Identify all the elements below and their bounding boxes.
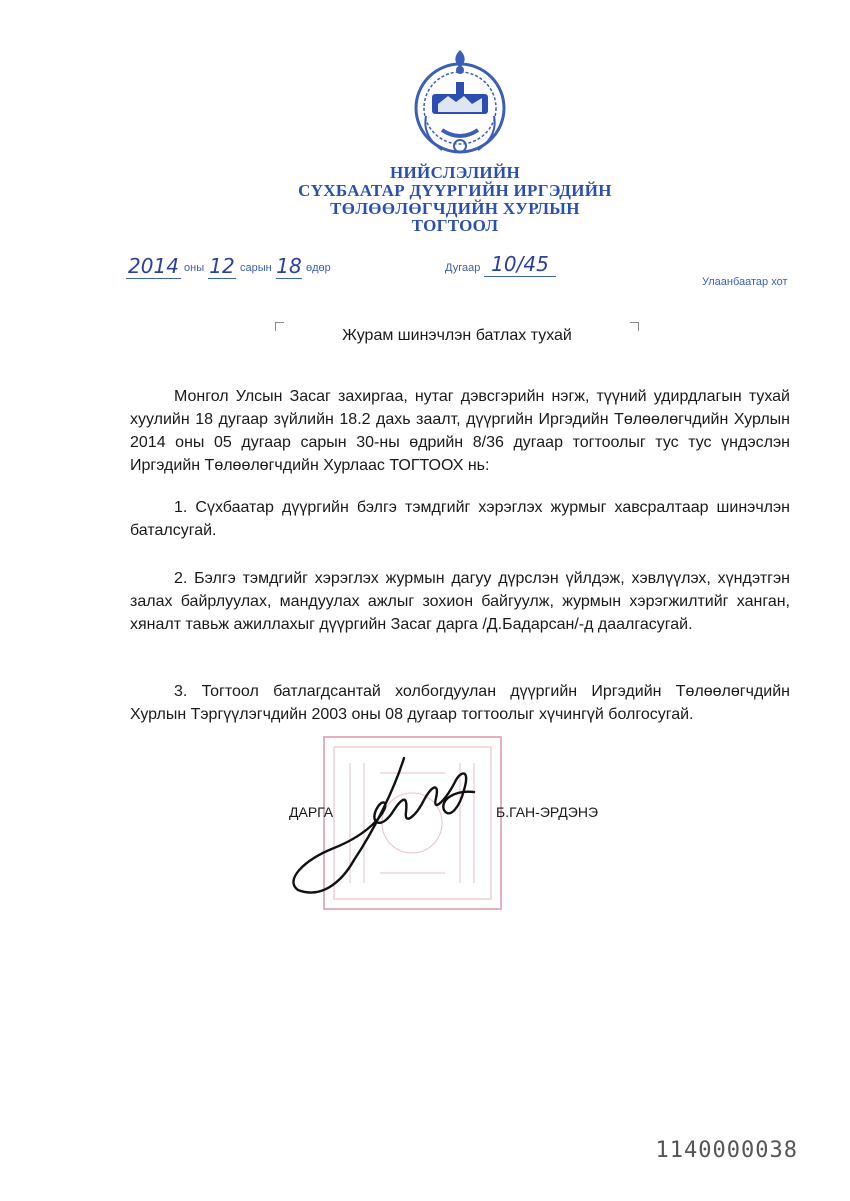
date-day-label: өдөр [306,262,331,274]
clause-2: 2. Бэлгэ тэмдгийг хэрэглэх журмын дагуу дүрслэн үйлдэж, хэвлүүлэх, хүндэтгэн залах байрлуулах, мандуулах ажлыг зохион байгуулж, журмын хэрэгжилтийг ханган, хяналт тавьж ажиллахыг дүүргийн Засаг дарга /Д.Бадарсан/-д даалгасугай. [130,570,790,633]
signatory-position: ДАРГА [289,804,334,820]
signatory-name: Б.ГАН-ЭРДЭНЭ [496,804,599,820]
date-row [126,254,386,278]
clause-3: 3. Тогтоол батлагдсантай холбогдуулан дүүргийн Иргэдийн Төлөөлөгчдийн Хурлын Тэргүүлэгчдийн 2003 оны 08 дугаар тогтоолыг хүчингүй болгосугай. [130,683,790,723]
state-emblem-icon [412,46,508,164]
header-line-4: ТОГТООЛ [411,216,499,235]
date-month: 12 [209,254,235,278]
date-year: 2014 [126,254,181,279]
signature-mark [284,750,496,900]
document-serial: 1140000038 [655,1138,798,1163]
number-label: Дугаар [445,262,481,274]
date-day: 18 [276,254,302,278]
preamble-paragraph: Монгол Улсын Засаг захиргаа, нутаг дэвсгэрийн нэгж, түүний удирдлагын тухай хуулийн 18 дугаар зүйлийн 18.2 дахь заалт, дүүргийн Иргэдийн Төлөөлөгчдийн Хурлын 2014 оны 05 дугаар сарын 30-ны өдрийн 8/36 дугаар тогтоолыг тус тус үндэслэн Иргэдийн Төлөөлөгчдийн Хурлаас ТОГТООХ нь: [130,388,790,474]
date-month-label: сарын [240,262,272,274]
date-year-label: оны [184,262,205,274]
header-line-1: НИЙСЛЭЛИЙН [390,163,520,182]
document-number: 10/45 [484,252,556,277]
header-line-2: СҮХБААТАР ДҮҮРГИЙН ИРГЭДИЙН [298,181,612,200]
clause-1: 1. Сүхбаатар дүүргийн бэлгэ тэмдгийг хэрэглэх журмыг хавсралтаар шинэчлэн баталсугай. [130,499,790,539]
document-title: Журам шинэчлэн батлах тухай [342,327,572,344]
city-label: Улаанбаатар хот [702,276,788,288]
header-line-3: ТӨЛӨӨЛӨГЧДИЙН ХУРЛЫН [330,199,580,218]
